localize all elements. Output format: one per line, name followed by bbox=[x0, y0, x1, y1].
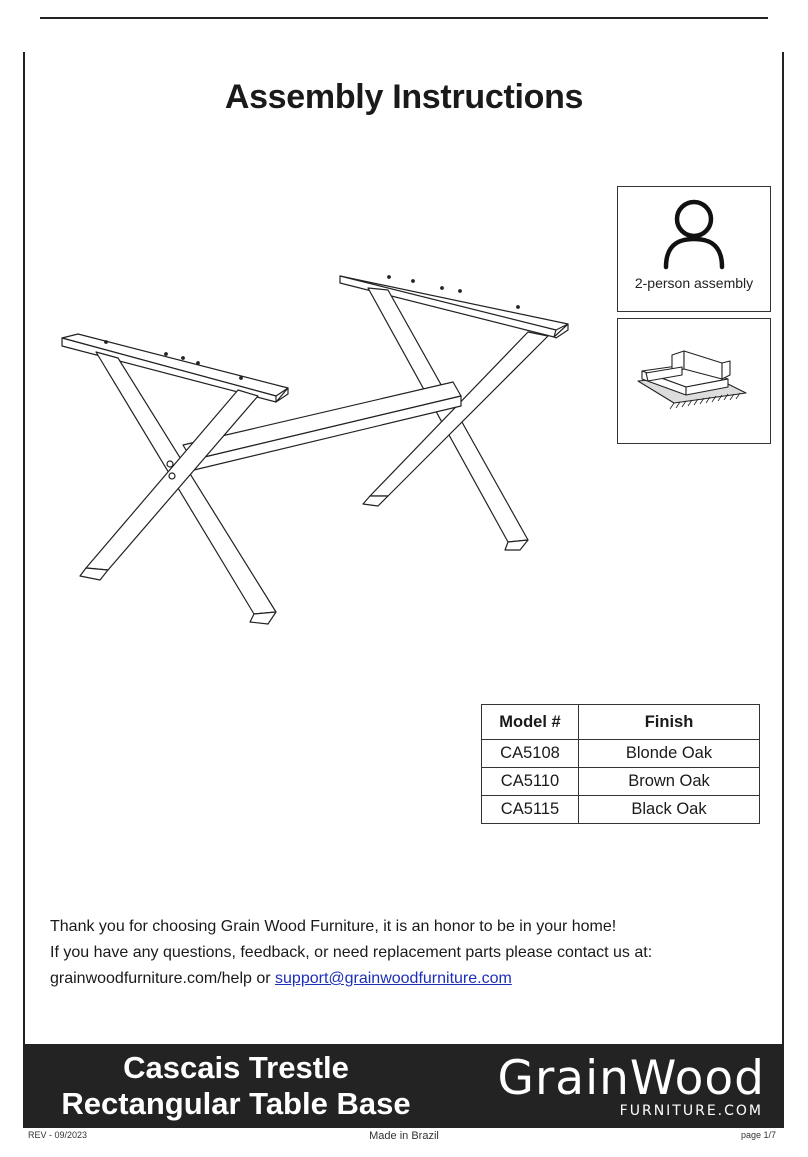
table-row bbox=[482, 768, 760, 796]
table-row bbox=[482, 796, 760, 824]
table-row bbox=[482, 740, 760, 768]
thanks-line-2: If you have any questions, feedback, or need replacement parts please contact us at: bbox=[50, 944, 653, 961]
table-base-illustration bbox=[58, 250, 583, 630]
model-cell: CA5108 bbox=[482, 740, 579, 768]
support-email-link[interactable]: support@grainwoodfurniture.com bbox=[275, 970, 512, 987]
made-in-label: Made in Brazil bbox=[369, 1130, 439, 1142]
right-border bbox=[782, 52, 784, 1048]
model-cell: CA5115 bbox=[482, 796, 579, 824]
left-border bbox=[23, 52, 25, 1048]
finish-table bbox=[481, 704, 760, 824]
logo-tagline: FURNITURE.COM bbox=[619, 1103, 763, 1119]
packaging-box bbox=[617, 318, 771, 444]
finish-cell: Black Oak bbox=[579, 796, 760, 824]
finish-cell: Brown Oak bbox=[579, 768, 760, 796]
thank-you-message bbox=[50, 914, 652, 992]
package-on-carpet-icon bbox=[618, 319, 770, 443]
help-url-text: grainwoodfurniture.com/help or bbox=[50, 970, 276, 987]
column-header-model: Model # bbox=[482, 705, 579, 740]
thanks-line-1: Thank you for choosing Grain Wood Furniture, it is an honor to be in your home! bbox=[50, 918, 617, 935]
person-icon bbox=[618, 187, 770, 271]
product-name-line-1: Cascais Trestle bbox=[123, 1050, 349, 1085]
product-name-line-2: Rectangular Table Base bbox=[61, 1086, 411, 1121]
thanks-line-3 bbox=[50, 966, 652, 992]
person-caption: 2-person assembly bbox=[634, 275, 754, 291]
front-x-leg bbox=[62, 334, 288, 624]
page-title: Assembly Instructions bbox=[224, 78, 584, 116]
page-number: page 1/7 bbox=[740, 1130, 776, 1140]
product-name bbox=[41, 1050, 431, 1122]
top-rule bbox=[40, 17, 768, 19]
revision-label: REV - 09/2023 bbox=[28, 1130, 88, 1140]
logo-wordmark: GrainWood bbox=[497, 1051, 765, 1106]
grainwood-logo bbox=[455, 1051, 765, 1124]
column-header-finish: Finish bbox=[579, 705, 760, 740]
table-header-row bbox=[482, 705, 760, 740]
two-person-assembly-box bbox=[617, 186, 771, 312]
finish-cell: Blonde Oak bbox=[579, 740, 760, 768]
footer-band bbox=[23, 1044, 784, 1128]
model-cell: CA5110 bbox=[482, 768, 579, 796]
